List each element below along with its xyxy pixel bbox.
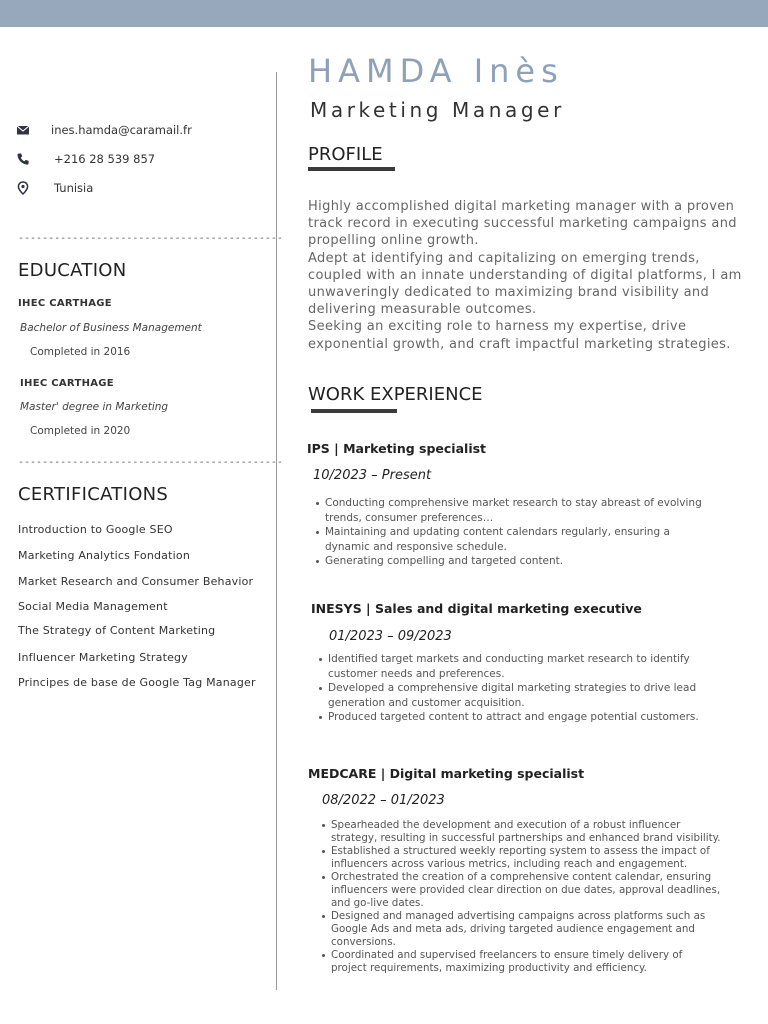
phone-icon: [16, 152, 30, 166]
education-completed: Completed in 2016: [30, 346, 131, 358]
education-completed: Completed in 2020: [30, 425, 131, 437]
certification-item: Influencer Marketing Strategy: [18, 651, 188, 664]
certification-item: Social Media Management: [18, 600, 168, 613]
job-title: MEDCARE | Digital marketing specialist: [308, 766, 585, 781]
job-dates: 10/2023 – Present: [313, 468, 432, 483]
education-degree: Bachelor of Business Management: [20, 322, 202, 334]
education-school: IHEC CARTHAGE: [20, 378, 114, 389]
list-item: Designed and managed advertising campaigns across platforms such as Google Ads and meta ads, driving targeted audience engagement and conversions.: [331, 910, 721, 949]
education-school: IHEC CARTHAGE: [18, 298, 112, 309]
phone-text: +216 28 539 857: [54, 152, 156, 166]
job-dates: 08/2022 – 01/2023: [322, 793, 445, 808]
certification-item: Principes de base de Google Tag Manager: [18, 676, 256, 689]
heading-underline: [308, 167, 395, 171]
location-text: Tunisia: [54, 181, 94, 195]
separator-line: --------------------------------------------: [18, 233, 283, 244]
work-experience-heading: WORK EXPERIENCE: [308, 384, 483, 405]
column-divider: [276, 72, 277, 990]
email-text: ines.hamda@caramail.fr: [51, 123, 192, 137]
education-heading: EDUCATION: [18, 260, 127, 281]
person-name: HAMDA Inès: [308, 52, 564, 90]
job-bullet-list: [325, 496, 710, 569]
list-item: Maintaining and updating content calendars regularly, ensuring a dynamic and responsive schedule.: [325, 525, 710, 554]
list-item: Generating compelling and targeted content.: [325, 554, 710, 569]
profile-paragraph: Seeking an exciting role to harness my expertise, drive exponential growth, and craft impactful marketing strategies.: [308, 319, 731, 352]
contact-phone-row: [16, 152, 156, 166]
certifications-heading: CERTIFICATIONS: [18, 484, 169, 505]
profile-paragraph: Adept at identifying and capitalizing on emerging trends, coupled with an innate understanding of digital platforms, I am unwaveringly dedicated to maximizing brand visibility and delivering measurable outcomes.: [308, 250, 742, 318]
heading-underline: [311, 409, 397, 413]
profile-heading: PROFILE: [308, 144, 383, 165]
list-item: Identified target markets and conducting market research to identify customer needs and preferences.: [328, 652, 713, 681]
list-item: Spearheaded the development and execution of a robust influencer strategy, resulting in successful partnerships and enhanced brand visibility.: [331, 819, 721, 844]
job-title: INESYS | Sales and digital marketing executive: [311, 601, 642, 616]
certification-item: Market Research and Consumer Behavior: [18, 575, 254, 588]
list-item: Established a structured weekly reporting system to assess the impact of influencers across various metrics, including reach and engagement.: [331, 845, 721, 871]
list-item: Conducting comprehensive market research to stay abreast of evolving trends, consumer preferences…: [325, 496, 710, 525]
list-item: Orchestrated the creation of a comprehensive content calendar, ensuring influencers were provided clear direction on due dates, approval deadlines, and go-live dates.: [331, 871, 721, 909]
list-item: Developed a comprehensive digital marketing strategies to drive lead generation and customer acquisition.: [328, 681, 713, 710]
profile-summary: [308, 198, 748, 353]
top-color-band: [0, 0, 768, 27]
job-bullet-list: [328, 652, 713, 725]
map-pin-icon: [16, 181, 30, 195]
job-role: Marketing Manager: [310, 98, 565, 122]
contact-email-row: [16, 123, 192, 137]
separator-line: --------------------------------------------: [18, 457, 283, 468]
job-title: IPS | Marketing specialist: [307, 441, 487, 456]
job-dates: 01/2023 – 09/2023: [329, 629, 452, 644]
certification-item: Introduction to Google SEO: [18, 523, 173, 536]
list-item: Coordinated and supervised freelancers to ensure timely delivery of project requirements, maximizing productivity and efficiency.: [331, 949, 721, 975]
envelope-icon: [16, 123, 30, 137]
certification-item: Marketing Analytics Fondation: [18, 549, 190, 562]
profile-paragraph: Highly accomplished digital marketing manager with a proven track record in executing successful marketing campaigns and propelling online growth.: [308, 199, 737, 249]
education-degree: Master' degree in Marketing: [20, 401, 169, 413]
list-item: Produced targeted content to attract and engage potential customers.: [328, 710, 713, 725]
certification-item: The Strategy of Content Marketing: [18, 624, 216, 637]
contact-location-row: [16, 181, 94, 195]
job-bullet-list: [331, 819, 721, 975]
